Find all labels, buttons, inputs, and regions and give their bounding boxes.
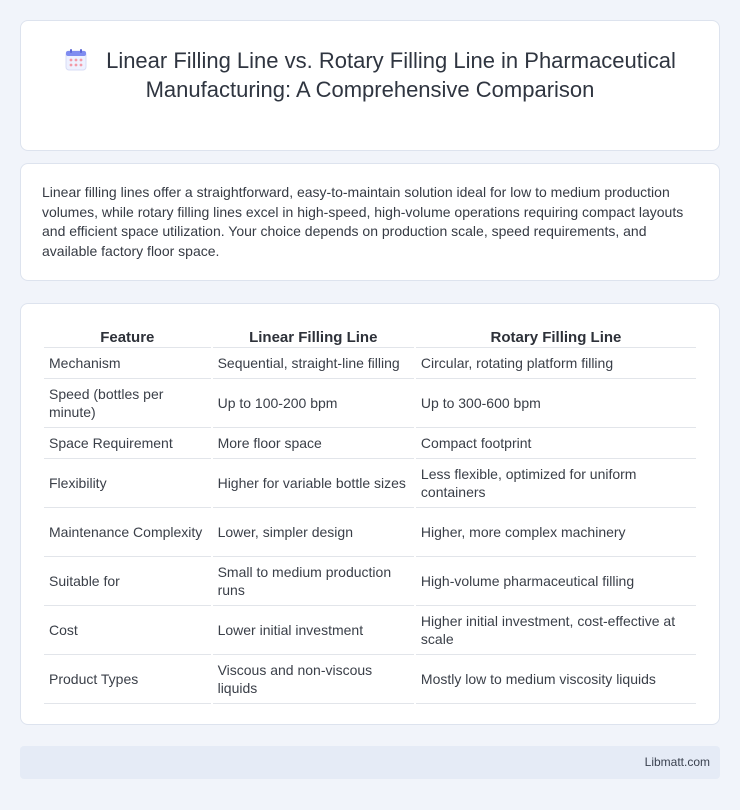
rotary-cell: Circular, rotating platform filling <box>416 348 696 379</box>
feature-cell: Flexibility <box>44 459 211 508</box>
table-row <box>44 348 696 379</box>
rotary-cell: Higher, more complex machinery <box>416 508 696 557</box>
footer-bar <box>20 746 720 779</box>
table-row <box>44 655 696 704</box>
table-row <box>44 459 696 508</box>
linear-cell: Higher for variable bottle sizes <box>213 459 414 508</box>
linear-cell: Small to medium production runs <box>213 557 414 606</box>
column-header-feature: Feature <box>44 324 211 348</box>
table-row <box>44 606 696 655</box>
feature-cell: Product Types <box>44 655 211 704</box>
linear-cell: Up to 100-200 bpm <box>213 379 414 428</box>
feature-cell: Space Requirement <box>44 428 211 459</box>
linear-cell: Sequential, straight-line filling <box>213 348 414 379</box>
summary-card <box>20 163 720 281</box>
page-title <box>61 46 679 104</box>
feature-cell: Cost <box>44 606 211 655</box>
feature-cell: Maintenance Complexity <box>44 508 211 557</box>
calendar-icon <box>64 48 88 72</box>
table-row <box>44 379 696 428</box>
feature-cell: Suitable for <box>44 557 211 606</box>
table-row <box>44 557 696 606</box>
linear-cell: More floor space <box>213 428 414 459</box>
feature-cell: Speed (bottles per minute) <box>44 379 211 428</box>
summary-text: Linear filling lines offer a straightforward, easy-to-maintain solution ideal for low to medium production volumes, while rotary filling lines excel in high-speed, high-volume operations requiring compact layouts and efficient space utilization. Your choice depends on production scale, speed requirements, and available factory floor space. <box>42 184 684 259</box>
column-header-linear: Linear Filling Line <box>213 324 414 348</box>
comparison-card <box>20 303 720 725</box>
feature-cell: Mechanism <box>44 348 211 379</box>
table-row <box>44 508 696 557</box>
footer-brand-link[interactable]: Libmatt.com <box>644 755 710 769</box>
linear-cell: Viscous and non-viscous liquids <box>213 655 414 704</box>
comparison-table <box>42 324 698 704</box>
table-row <box>44 428 696 459</box>
rotary-cell: Higher initial investment, cost-effective at scale <box>416 606 696 655</box>
table-header-row <box>44 324 696 348</box>
rotary-cell: Less flexible, optimized for uniform containers <box>416 459 696 508</box>
page-title-text: Linear Filling Line vs. Rotary Filling Line in Pharmaceutical Manufacturing: A Comprehensive Comparison <box>106 48 676 102</box>
rotary-cell: High-volume pharmaceutical filling <box>416 557 696 606</box>
column-header-rotary: Rotary Filling Line <box>416 324 696 348</box>
linear-cell: Lower initial investment <box>213 606 414 655</box>
rotary-cell: Up to 300-600 bpm <box>416 379 696 428</box>
linear-cell: Lower, simpler design <box>213 508 414 557</box>
rotary-cell: Mostly low to medium viscosity liquids <box>416 655 696 704</box>
title-card <box>20 20 720 151</box>
rotary-cell: Compact footprint <box>416 428 696 459</box>
